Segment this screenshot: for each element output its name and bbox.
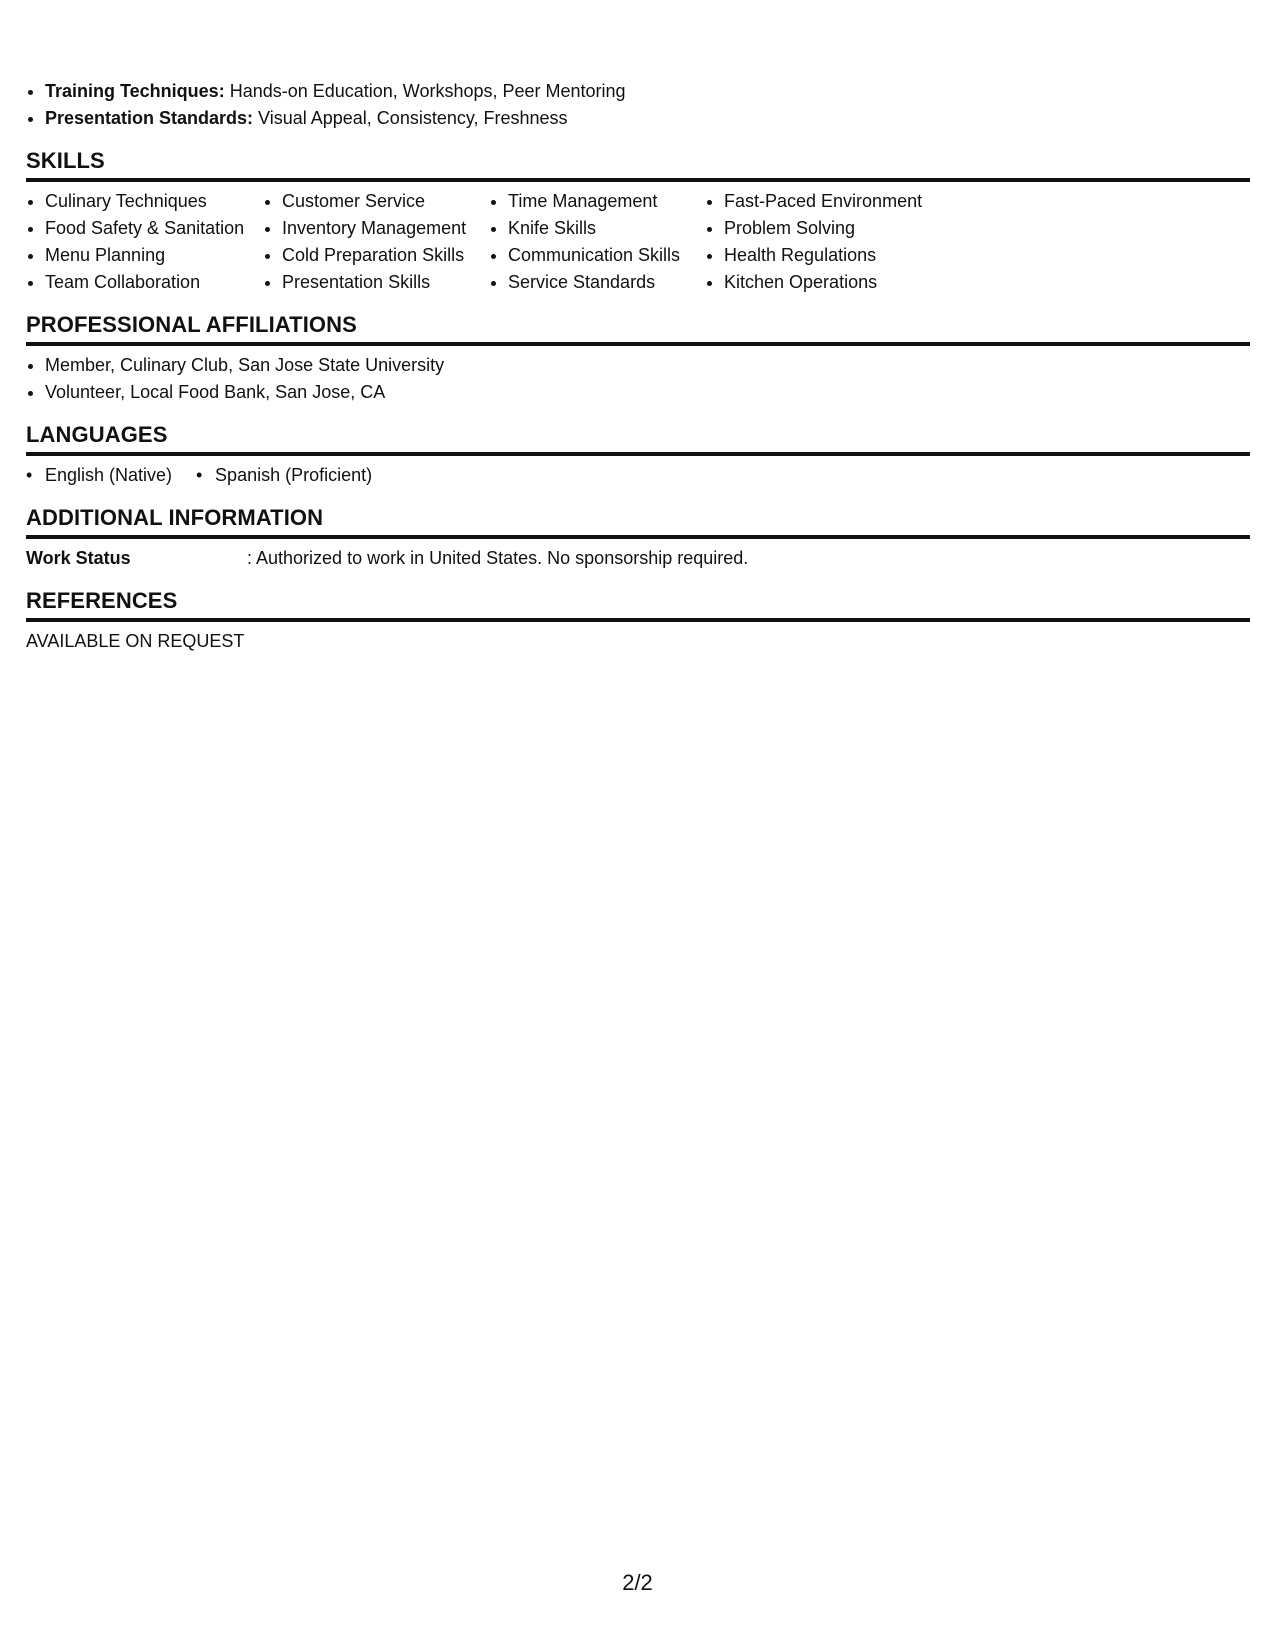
work-status-label: Work Status [26,548,131,568]
skills-column [26,188,263,296]
affiliations-list [26,352,1250,406]
item-text: Visual Appeal, Consistency, Freshness [253,108,568,128]
list-item [45,105,1250,132]
skill-item: • Fast-Paced Environment [724,188,964,215]
work-status-row [26,545,1250,572]
item-label: Presentation Standards: [45,108,254,128]
section-divider [26,342,1250,346]
work-status-value: : Authorized to work in United States. No sponsorship required. [247,548,749,568]
additional-info-section [26,503,1250,572]
list-item: • Volunteer, Local Food Bank, San Jose, CA [45,379,1250,406]
languages-list [26,462,1250,489]
skill-item: • Team Collaboration [45,269,263,296]
skill-item: • Food Safety & Sanitation [45,215,263,242]
skill-item: • Culinary Techniques [45,188,263,215]
skill-item: • Customer Service [282,188,489,215]
section-divider [26,178,1250,182]
skill-item: • Problem Solving [724,215,964,242]
skill-item: • Communication Skills [508,242,705,269]
list-item: • Member, Culinary Club, San Jose State University [45,352,1250,379]
section-title: SKILLS [26,148,105,173]
skill-item: • Kitchen Operations [724,269,964,296]
skill-item: • Menu Planning [45,242,263,269]
skill-item: • Health Regulations [724,242,964,269]
resume-page [26,78,1250,655]
skills-column [263,188,489,296]
section-divider [26,452,1250,456]
skills-grid [26,188,1250,296]
section-title: PROFESSIONAL AFFILIATIONS [26,312,357,337]
skills-section [26,146,1250,296]
skill-item: • Cold Preparation Skills [282,242,489,269]
section-title: ADDITIONAL INFORMATION [26,505,324,530]
section-divider [26,535,1250,539]
section-title: REFERENCES [26,588,178,613]
list-item [45,78,1250,105]
language-item: • English (Native) [26,462,172,489]
skill-item: • Presentation Skills [282,269,489,296]
section-divider [26,618,1250,622]
languages-section [26,420,1250,489]
skill-item: • Time Management [508,188,705,215]
item-text: Hands-on Education, Workshops, Peer Mentoring [224,81,626,101]
skill-item: • Inventory Management [282,215,489,242]
continued-list [26,78,1250,132]
item-label: Training Techniques: [45,81,225,101]
references-text: AVAILABLE ON REQUEST [26,631,245,651]
skill-item: • Knife Skills [508,215,705,242]
language-item: • Spanish (Proficient) [196,462,372,489]
skill-item: • Service Standards [508,269,705,296]
references-section [26,586,1250,655]
page-number: 2/2 [622,1570,653,1595]
affiliations-section [26,310,1250,406]
skills-column [489,188,705,296]
section-title: LANGUAGES [26,422,168,447]
skills-column [705,188,964,296]
